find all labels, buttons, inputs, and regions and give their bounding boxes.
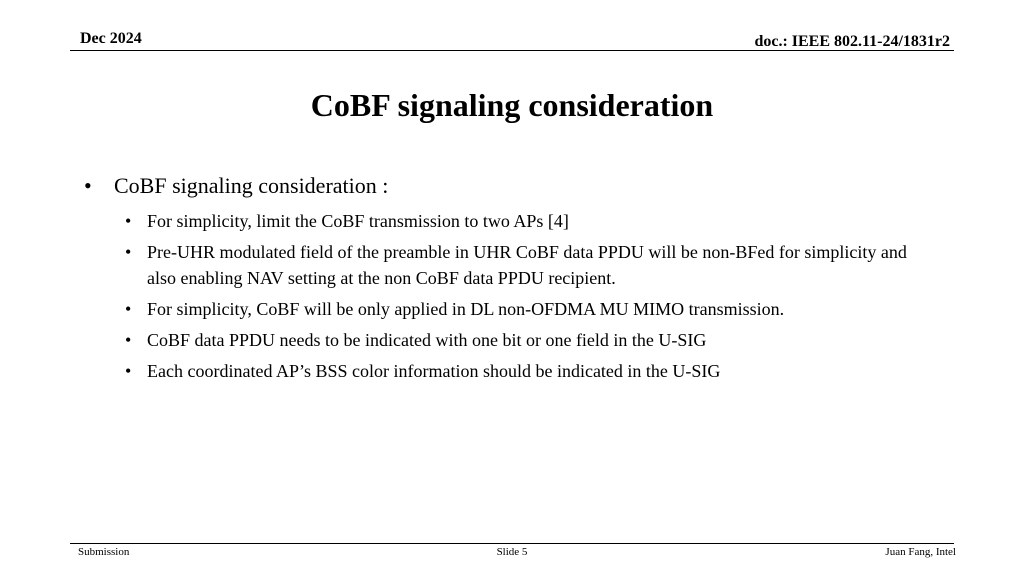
sub-bullet-marker: • xyxy=(125,299,132,319)
bullet-main xyxy=(84,170,944,202)
sub-bullet-text: Each coordinated AP’s BSS color information should be indicated in the U-SIG xyxy=(147,361,721,381)
header-doc-id: doc.: IEEE 802.11-24/1831r2 xyxy=(754,33,950,50)
sub-bullet xyxy=(121,239,944,291)
sub-bullet xyxy=(121,358,944,384)
footer-slide-number: Slide 5 xyxy=(496,546,528,558)
sub-bullet-text: Pre-UHR modulated field of the preamble in UHR CoBF data PPDU will be non-BFed for simplicity and also enabling NAV setting at the non CoBF data PPDU recipient. xyxy=(147,242,907,288)
slide-body xyxy=(84,170,944,389)
footer-submission: Submission xyxy=(78,546,130,558)
header-date: Dec 2024 xyxy=(80,30,142,47)
sub-bullet-marker: • xyxy=(125,330,132,350)
sub-bullet-text: For simplicity, limit the CoBF transmission to two APs [4] xyxy=(147,211,569,231)
sub-bullet-marker: • xyxy=(125,242,132,262)
sub-bullet-text: CoBF data PPDU needs to be indicated with one bit or one field in the U-SIG xyxy=(147,330,707,350)
sub-bullet xyxy=(121,296,944,322)
sub-bullet xyxy=(121,208,944,234)
bullet-marker: • xyxy=(84,173,92,198)
sub-bullet-marker: • xyxy=(125,211,132,231)
sub-bullet-marker: • xyxy=(125,361,132,381)
footer-divider xyxy=(70,543,954,544)
sub-bullet xyxy=(121,327,944,353)
header-divider xyxy=(70,50,954,51)
slide-title: CoBF signaling consideration xyxy=(310,87,714,123)
bullet-main-text: CoBF signaling consideration : xyxy=(114,173,389,198)
sub-bullet-text: For simplicity, CoBF will be only applied in DL non-OFDMA MU MIMO transmission. xyxy=(147,299,785,319)
footer-author: Juan Fang, Intel xyxy=(885,546,956,558)
